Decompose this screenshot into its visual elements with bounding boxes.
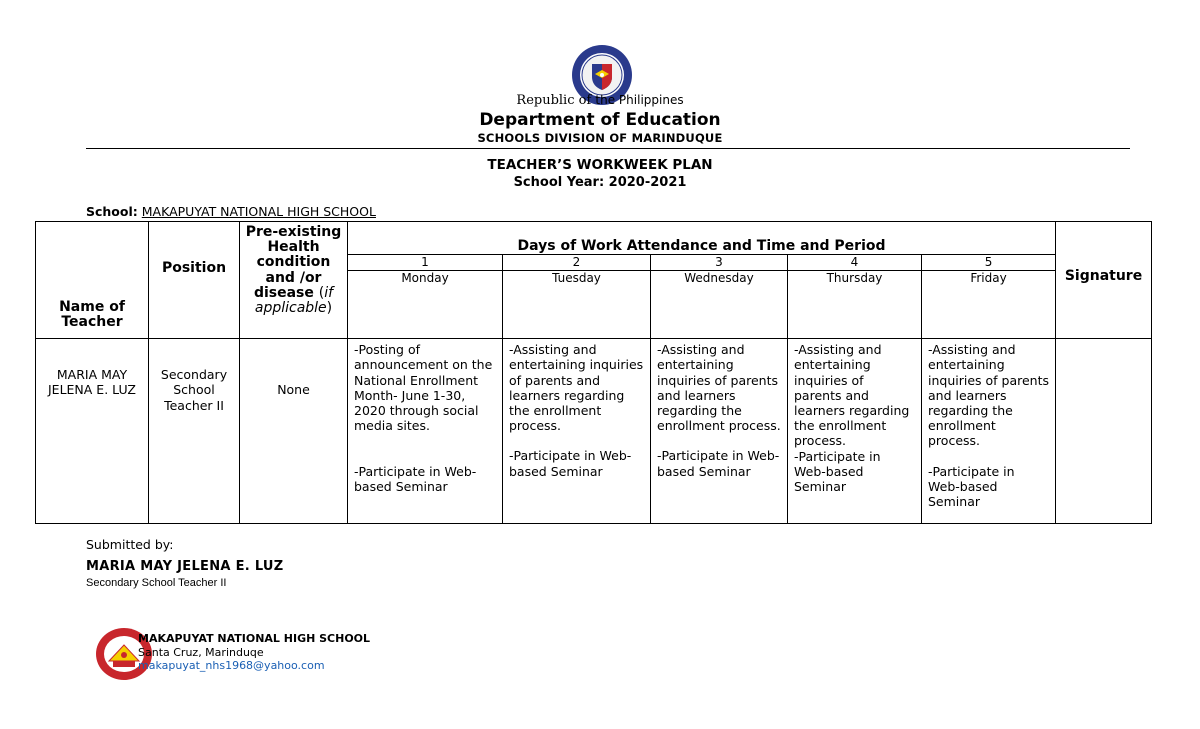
- day-name-friday: Friday: [922, 271, 1056, 339]
- friday-activities: [922, 339, 1056, 524]
- header-name-of-teacher: [36, 222, 149, 339]
- activity-item: -Assisting and entertaining inquiries of parents and learners regarding the enrollment process.: [794, 342, 910, 449]
- school-value: MAKAPUYAT NATIONAL HIGH SCHOOL: [141, 204, 376, 219]
- header-signature: [1056, 222, 1152, 339]
- footer-school-name: MAKAPUYAT NATIONAL HIGH SCHOOL: [138, 632, 371, 645]
- table-row: [36, 339, 1152, 524]
- header-name-label: Name of Teacher: [59, 298, 125, 330]
- day-number-5: 5: [922, 255, 1056, 271]
- header-position: [149, 222, 240, 339]
- tuesday-activities: [503, 339, 651, 524]
- day-number-1: 1: [348, 255, 503, 271]
- day-name-thursday: Thursday: [788, 271, 922, 339]
- activity-item: -Participate in Web-based Seminar: [354, 463, 477, 494]
- table-header-row: [36, 222, 1152, 255]
- activity-item: -Participate in Web-based Seminar: [509, 448, 632, 479]
- signature-cell: [1056, 339, 1152, 524]
- header-divider: [86, 148, 1130, 149]
- header-health-paren-close: ): [326, 300, 333, 317]
- workweek-plan-table: [35, 221, 1152, 524]
- footer-address: Santa Cruz, Marinduqe: [138, 645, 264, 659]
- day-name-monday: Monday: [348, 271, 503, 339]
- submitter-position: Secondary School Teacher II: [86, 577, 227, 589]
- header-health-note: if applicable: [254, 284, 334, 317]
- footer-email[interactable]: makapuyat_nhs1968@yahoo.com: [138, 659, 325, 672]
- republic-suffix: the Philippines: [595, 93, 684, 107]
- activity-item: -Assisting and entertaining inquiries of parents and learners regarding the enrollment process.: [509, 342, 644, 434]
- document-title: TEACHER’S WORKWEEK PLAN: [487, 157, 713, 173]
- day-name-wednesday: Wednesday: [651, 271, 788, 339]
- monday-activities: [348, 339, 503, 524]
- header-days-of-work: [348, 222, 1056, 255]
- submitter-name: MARIA MAY JELENA E. LUZ: [86, 559, 284, 574]
- footer-block: [138, 632, 370, 673]
- republic-line: [0, 92, 1200, 109]
- activity-item: -Assisting and entertaining inquiries of parents and learners regarding the enrollment process.: [657, 342, 781, 434]
- activity-item: -Participate in Web-based Seminar: [794, 448, 881, 495]
- header-signature-label: Signature: [1064, 267, 1143, 284]
- day-number-3: 3: [651, 255, 788, 271]
- day-name-tuesday: Tuesday: [503, 271, 651, 339]
- wednesday-activities: [651, 339, 788, 524]
- day-number-4: 4: [788, 255, 922, 271]
- health-condition-cell: None: [240, 339, 348, 524]
- submitted-by-label: Submitted by:: [86, 537, 174, 552]
- header-days-label: Days of Work Attendance and Time and Period: [517, 237, 886, 254]
- activity-item: -Assisting and entertaining inquiries of parents and learners regarding the enrollment process.: [928, 342, 1050, 449]
- activity-item: -Participate in Web-based Seminar: [928, 463, 1015, 510]
- thursday-activities: [788, 339, 922, 524]
- activity-item: -Participate in Web-based Seminar: [657, 448, 780, 479]
- day-number-2: 2: [503, 255, 651, 271]
- republic-prefix: Republic of: [516, 93, 592, 108]
- school-label: School:: [86, 204, 138, 219]
- school-year: School Year: 2020-2021: [513, 175, 687, 190]
- header-health-label: Pre-existing Health condition and /or disease: [245, 224, 342, 301]
- division-name: SCHOOLS DIVISION OF MARINDUQUE: [477, 131, 723, 145]
- teacher-name-cell: MARIA MAY JELENA E. LUZ: [36, 339, 149, 524]
- school-line: [86, 204, 376, 219]
- header-health-condition: [240, 222, 348, 339]
- department-name: Department of Education: [479, 110, 721, 130]
- header-health-paren-open: (: [318, 284, 325, 301]
- letterhead: [0, 92, 1200, 145]
- teacher-position-cell: Secondary School Teacher II: [149, 339, 240, 524]
- header-position-label: Position: [161, 259, 227, 276]
- activity-item: -Posting of announcement on the National Enrollment Month- June 1-30, 2020 through social media sites.: [354, 342, 493, 434]
